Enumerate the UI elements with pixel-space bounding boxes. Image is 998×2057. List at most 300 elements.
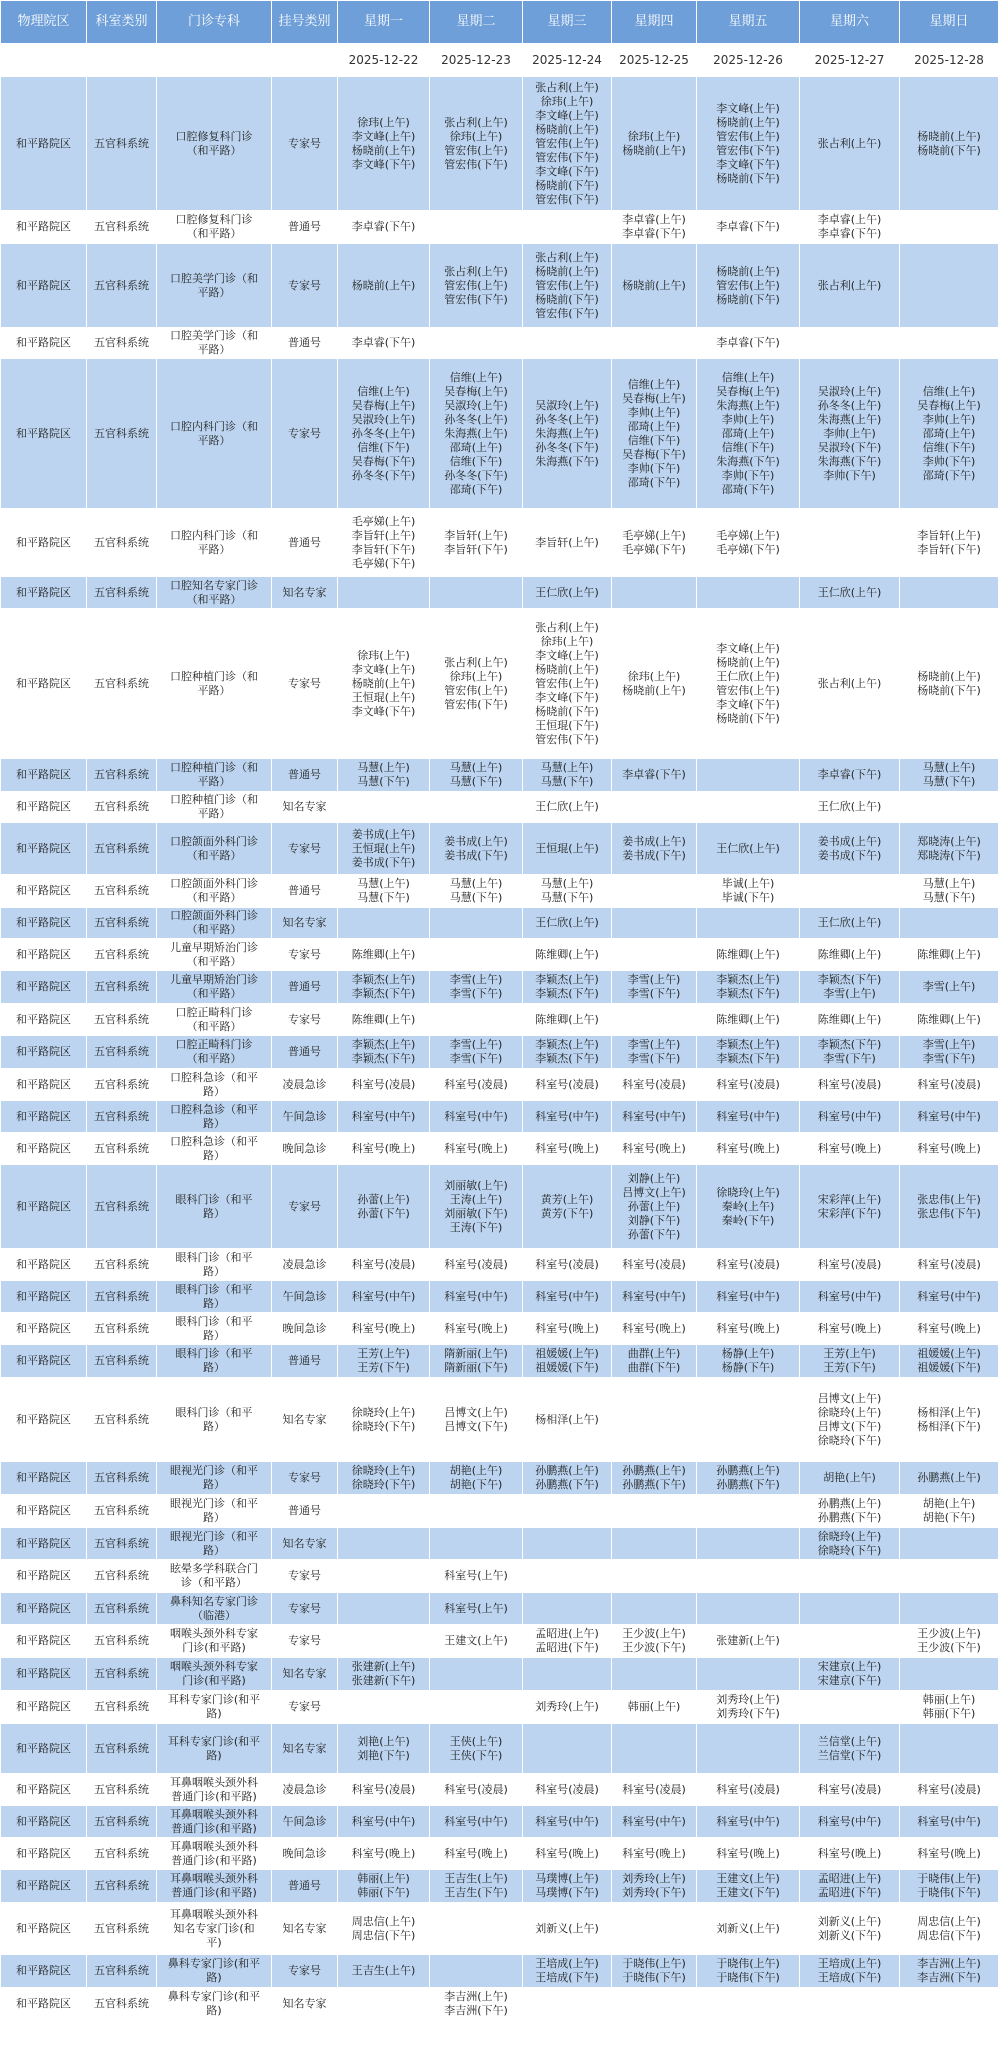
day-cell-monday [338,1870,430,1903]
department-line: 路） [203,1419,225,1433]
day-cell-tuesday [430,1378,523,1462]
day-cell-saturday [800,1528,900,1560]
table-row [1,759,998,792]
doctor-slot: 科室号(中午) [535,1289,599,1303]
day-cell-wednesday [523,1378,612,1462]
doctor-slot: 张占利(上午) [817,136,882,150]
doctor-slot: 杨晓前(上午) [622,278,686,292]
day-cell-wednesday [523,1004,612,1036]
doctor-slot: 韩丽(上午) [922,1693,976,1706]
doctor-slot: 科室号(凌晨) [917,1782,981,1796]
department-line: （和平路） [186,1052,242,1065]
day-cell-monday [338,1724,430,1774]
doctor-slot: 孙鹏燕(上午) [716,1464,780,1477]
col-header-thursday: 星期四 [612,1,697,44]
category-cell: 五官科系统 [87,1101,157,1133]
day-cell-monday [338,1838,430,1870]
doctor-slot: 科室号(晚上) [622,1321,686,1335]
category-cell: 五官科系统 [87,328,157,359]
day-cell-sunday [900,1625,998,1658]
day-cell-sunday [900,1806,998,1838]
doctor-slot: 马璞博(上午) [535,1872,599,1885]
type-cell: 专家号 [272,823,338,875]
day-cell-saturday [800,1378,900,1462]
doctor-slot: 李颖杰(下午) [535,1052,599,1065]
day-cell-monday [338,609,430,759]
doctor-slot: 杨晓前(上午) [351,278,416,292]
doctor-slot: 科室号(晚上) [716,1321,780,1335]
doctor-slot: 秦岭(上午) [721,1199,775,1213]
day-cell-wednesday [523,939,612,971]
doctor-slot: 科室号(晚上) [351,1846,416,1860]
department-line: 平路） [197,807,231,820]
campus-cell: 和平路院区 [1,1528,87,1560]
doctor-slot: 王仁欣(上午) [817,585,882,599]
department-line: （和平路） [186,848,242,862]
day-cell-tuesday [430,1870,523,1903]
table-row [1,875,998,908]
doctor-slot: 科室号(中午) [622,1814,686,1828]
day-cell-tuesday [430,1625,523,1658]
day-cell-thursday [612,759,697,792]
day-cell-sunday [900,328,998,359]
doctor-slot: 科室号(中午) [351,1289,416,1303]
doctor-slot: 徐晓玲(上午) [351,1405,416,1419]
day-cell-tuesday [430,1101,523,1133]
day-cell-saturday [800,1313,900,1345]
department-line: 儿童早期矫治门诊 [170,973,258,986]
table-row [1,577,998,609]
day-cell-sunday [900,77,998,211]
day-cell-monday [338,1378,430,1462]
table-row [1,1903,998,1955]
day-cell-thursday [612,1069,697,1101]
doctor-slot: 刘丽敏(下午) [444,1206,508,1220]
category-cell: 五官科系统 [87,359,157,509]
day-cell-saturday [800,1069,900,1101]
table-row [1,1069,998,1101]
day-cell-friday [697,1625,800,1658]
doctor-slot: 孙冬冬(上午) [351,426,416,440]
doctor-slot: 科室号(上午) [444,1601,508,1615]
day-cell-thursday [612,359,697,509]
doctor-slot: 孟昭进(下午) [535,1641,599,1654]
day-cell-sunday [900,1313,998,1345]
day-cell-saturday [800,1724,900,1774]
day-cell-friday [697,77,800,211]
day-cell-wednesday [523,1625,612,1658]
type-cell: 知名专家 [272,908,338,939]
campus-cell: 和平路院区 [1,1165,87,1249]
table-row [1,1955,998,1988]
doctor-slot: 管宏伟(上午) [716,129,780,143]
day-cell-wednesday [523,792,612,823]
category-cell: 五官科系统 [87,1806,157,1838]
department-line: 口腔科急诊（和平 [170,1134,258,1148]
department-line: （和平路） [186,143,242,157]
department-line: 门诊(和平路) [182,1641,246,1654]
table-row [1,792,998,823]
doctor-slot: 周忠信(上午) [917,1914,981,1928]
doctor-slot: 王仁欣(上午) [535,916,599,929]
doctor-slot: 王吉生(上午) [351,1964,416,1977]
date-monday: 2025-12-22 [338,44,430,77]
doctor-slot: 邵琦(下午) [627,475,681,489]
doctor-slot: 李文峰(上午) [535,108,599,122]
col-header-category: 科室类别 [87,1,157,44]
department-line: 路） [203,1264,225,1278]
doctor-slot: 吴春梅(上午) [716,384,780,398]
doctor-slot: 胡艳(上午) [922,1497,976,1510]
doctor-slot: 祖媛媛(上午) [535,1347,599,1360]
category-cell: 五官科系统 [87,211,157,244]
date-sunday: 2025-12-28 [900,44,998,77]
department-cell [157,1625,272,1658]
doctor-slot: 科室号(晚上) [917,1846,981,1860]
doctor-slot: 王建文(下午) [716,1886,780,1899]
day-cell-saturday [800,1593,900,1625]
department-line: 咽喉头颈外科专家 [170,1627,258,1640]
day-cell-monday [338,759,430,792]
doctor-slot: 管宏伟(下午) [716,143,780,157]
department-cell [157,1955,272,1988]
doctor-slot: 韩丽(下午) [922,1707,976,1720]
doctor-slot: 李雪(下午) [449,1052,503,1065]
doctor-slot: 于晓伟(下午) [917,1886,981,1899]
table-row [1,939,998,971]
day-cell-monday [338,1313,430,1345]
department-line: 平路） [197,775,231,788]
doctor-slot: 于晓伟(上午) [716,1957,780,1970]
day-cell-sunday [900,1462,998,1495]
day-cell-wednesday [523,1724,612,1774]
category-cell: 五官科系统 [87,823,157,875]
doctor-slot: 李雪(上午) [627,973,681,986]
day-cell-monday [338,1955,430,1988]
day-cell-thursday [612,77,697,211]
doctor-slot: 马慧(上午) [449,877,503,890]
day-cell-friday [697,908,800,939]
doctor-slot: 科室号(中午) [817,1289,882,1303]
department-line: 路） [203,1084,225,1098]
department-line: 鼻科专家门诊(和平 [167,1990,261,2003]
doctor-slot: 张占利(上午) [444,264,508,278]
doctor-slot: 科室号(晚上) [535,1846,599,1860]
day-cell-thursday [612,1101,697,1133]
day-cell-thursday [612,1378,697,1462]
doctor-slot: 张忠伟(下午) [917,1206,981,1220]
department-line: 口腔内科门诊（和 [170,419,258,433]
day-cell-friday [697,1004,800,1036]
doctor-slot: 陈维卿(上午) [535,947,599,961]
doctor-slot: 吴春梅(上午) [622,391,686,405]
doctor-slot: 吕博文(下午) [817,1419,882,1433]
day-cell-monday [338,908,430,939]
table-row [1,1249,998,1281]
doctor-slot: 王建文(上午) [444,1634,508,1647]
category-cell: 五官科系统 [87,1378,157,1462]
day-cell-thursday [612,1345,697,1378]
day-cell-monday [338,1560,430,1593]
doctor-slot: 毛亭娣(上午) [716,528,780,542]
doctor-slot: 科室号(凌晨) [716,1257,780,1271]
doctor-slot: 杨晓前(上午) [917,129,981,143]
doctor-slot: 王吉生(下午) [444,1886,508,1899]
doctor-slot: 李文峰(下午) [535,690,599,704]
day-cell-tuesday [430,759,523,792]
day-cell-monday [338,875,430,908]
date-cell-empty [87,44,157,77]
department-line: 口腔知名专家门诊 [170,578,258,592]
day-cell-wednesday [523,971,612,1004]
doctor-slot: 信维(下午) [357,440,410,454]
type-cell: 知名专家 [272,1658,338,1691]
table-row [1,908,998,939]
day-cell-monday [338,823,430,875]
doctor-slot: 科室号(中午) [817,1814,882,1828]
doctor-slot: 杨晓前(下午) [535,704,599,718]
doctor-slot: 王吉生(上午) [444,1872,508,1885]
doctor-slot: 朱海燕(上午) [535,426,599,440]
day-cell-tuesday [430,1593,523,1625]
doctor-slot: 李文峰(上午) [535,648,599,662]
day-cell-thursday [612,971,697,1004]
doctor-slot: 马慧(下午) [922,775,976,788]
doctor-slot: 科室号(凌晨) [622,1257,686,1271]
day-cell-saturday [800,1462,900,1495]
category-cell: 五官科系统 [87,1593,157,1625]
doctor-slot: 马慧(上午) [540,761,594,774]
doctor-slot: 科室号(凌晨) [444,1782,508,1796]
day-cell-sunday [900,792,998,823]
doctor-slot: 李帅(上午) [922,412,976,426]
department-cell [157,77,272,211]
doctor-slot: 姜书成(下午) [351,855,416,869]
campus-cell: 和平路院区 [1,244,87,328]
department-cell [157,1724,272,1774]
doctor-slot: 邵琦(上午) [627,419,681,433]
department-line: 路） [203,1361,225,1374]
department-cell [157,823,272,875]
campus-cell: 和平路院区 [1,1133,87,1165]
day-cell-friday [697,1528,800,1560]
type-cell: 午间急诊 [272,1281,338,1313]
type-cell: 凌晨急诊 [272,1069,338,1101]
type-cell: 专家号 [272,1691,338,1724]
doctor-slot: 管宏伟(下午) [444,292,508,306]
doctor-slot: 科室号(凌晨) [535,1782,599,1796]
day-cell-wednesday [523,577,612,609]
doctor-slot: 周忠信(上午) [351,1914,416,1928]
table-row [1,1774,998,1806]
doctor-slot: 徐晓玲(上午) [351,1464,416,1477]
day-cell-saturday [800,1281,900,1313]
day-cell-saturday [800,1625,900,1658]
day-cell-thursday [612,792,697,823]
day-cell-monday [338,1036,430,1069]
day-cell-wednesday [523,509,612,577]
day-cell-thursday [612,1838,697,1870]
department-line: 口腔科急诊（和平 [170,1070,258,1084]
col-header-saturday: 星期六 [800,1,900,44]
type-cell: 晚间急诊 [272,1133,338,1165]
doctor-slot: 杨静(下午) [721,1361,775,1374]
doctor-slot: 刘新义(下午) [817,1928,882,1942]
doctor-slot: 邵琦(上午) [449,440,503,454]
category-cell: 五官科系统 [87,1988,157,2021]
doctor-slot: 管宏伟(上午) [444,683,508,697]
doctor-slot: 于晓伟(下午) [622,1971,686,1984]
doctor-slot: 隋新丽(上午) [444,1347,508,1360]
campus-cell: 和平路院区 [1,1560,87,1593]
day-cell-thursday [612,1806,697,1838]
type-cell: 知名专家 [272,1903,338,1955]
type-cell: 专家号 [272,244,338,328]
table-row [1,1838,998,1870]
category-cell: 五官科系统 [87,1004,157,1036]
doctor-slot: 郑晓涛(下午) [917,848,981,862]
table-row [1,1036,998,1069]
day-cell-thursday [612,244,697,328]
doctor-slot: 朱海燕(上午) [716,398,780,412]
doctor-slot: 李雪(上午) [449,973,503,986]
day-cell-wednesday [523,1806,612,1838]
department-line: 眼科门诊（和平 [175,1405,253,1419]
day-cell-wednesday [523,1069,612,1101]
date-thursday: 2025-12-25 [612,44,697,77]
day-cell-thursday [612,1004,697,1036]
doctor-slot: 管宏伟(下午) [444,697,508,711]
doctor-slot: 于晓伟(上午) [622,1957,686,1970]
doctor-slot: 韩丽(上午) [357,1872,410,1885]
campus-cell: 和平路院区 [1,1774,87,1806]
doctor-slot: 李卓睿(下午) [716,336,780,349]
doctor-slot: 李颖杰(下午) [817,1038,882,1051]
day-cell-friday [697,211,800,244]
col-header-friday: 星期五 [697,1,800,44]
day-cell-sunday [900,1724,998,1774]
doctor-slot: 周忠信(下午) [351,1928,416,1942]
doctor-slot: 孙蕾(上午) [357,1192,410,1206]
type-cell: 知名专家 [272,577,338,609]
day-cell-thursday [612,1560,697,1593]
doctor-slot: 胡艳(下午) [449,1478,503,1491]
doctor-slot: 徐晓玲(下午) [351,1478,416,1491]
department-line: 口腔种植门诊（和 [170,793,258,806]
day-cell-friday [697,1313,800,1345]
doctor-slot: 李卓睿(上午) [622,213,686,226]
doctor-slot: 张建新(上午) [716,1634,780,1647]
doctor-slot: 李卓睿(上午) [817,213,882,226]
category-cell: 五官科系统 [87,77,157,211]
type-cell: 专家号 [272,1625,338,1658]
doctor-slot: 徐晓玲(下午) [817,1543,882,1557]
campus-cell: 和平路院区 [1,1988,87,2021]
doctor-slot: 科室号(晚上) [444,1321,508,1335]
doctor-slot: 李卓睿(下午) [622,227,686,240]
department-cell [157,1345,272,1378]
doctor-slot: 徐晓玲(下午) [817,1433,882,1447]
doctor-slot: 管宏伟(下午) [444,157,508,171]
department-line: 口腔美学门诊（和 [170,271,258,285]
day-cell-wednesday [523,1838,612,1870]
doctor-slot: 孙鹏燕(下午) [716,1478,780,1491]
day-cell-tuesday [430,1281,523,1313]
doctor-slot: 毛亭娣(下午) [351,556,416,570]
doctor-slot: 科室号(凌晨) [622,1782,686,1796]
doctor-slot: 王少波(下午) [917,1641,981,1654]
department-line: 诊（和平路） [181,1576,247,1589]
day-cell-wednesday [523,244,612,328]
doctor-slot: 陈维卿(上午) [716,1012,780,1026]
category-cell: 五官科系统 [87,1528,157,1560]
day-cell-thursday [612,1313,697,1345]
doctor-slot: 马慧(下午) [449,891,503,904]
doctor-slot: 杨晓前(上午) [716,115,780,129]
department-cell [157,1806,272,1838]
day-cell-sunday [900,211,998,244]
day-cell-sunday [900,1903,998,1955]
doctor-slot: 孙鹏燕(上午) [817,1497,882,1510]
doctor-slot: 马慧(上午) [357,761,410,774]
day-cell-tuesday [430,971,523,1004]
day-cell-saturday [800,792,900,823]
doctor-slot: 马慧(下午) [357,891,410,904]
department-cell [157,1870,272,1903]
doctor-slot: 杨晓前(下午) [917,683,981,697]
doctor-slot: 张忠伟(上午) [917,1192,981,1206]
department-line: 路) [206,1971,222,1984]
doctor-slot: 李旨轩(下午) [444,542,508,556]
doctor-slot: 刘新义(上午) [817,1914,882,1928]
day-cell-wednesday [523,328,612,359]
doctor-slot: 信维(上午) [627,377,681,391]
day-cell-saturday [800,1870,900,1903]
campus-cell: 和平路院区 [1,1378,87,1462]
doctor-slot: 吴淑玲(上午) [351,412,416,426]
doctor-slot: 黄芳(下午) [540,1206,594,1220]
campus-cell: 和平路院区 [1,1870,87,1903]
day-cell-tuesday [430,875,523,908]
doctor-slot: 李卓睿(下午) [622,768,686,781]
day-cell-tuesday [430,1691,523,1724]
doctor-slot: 李卓睿(下午) [817,768,882,781]
department-cell [157,1281,272,1313]
day-cell-friday [697,328,800,359]
department-line: 平路） [197,285,231,299]
campus-cell: 和平路院区 [1,609,87,759]
doctor-slot: 李帅(上午) [721,412,775,426]
department-cell [157,1069,272,1101]
doctor-slot: 李颖杰(下午) [817,973,882,986]
day-cell-tuesday [430,1495,523,1528]
department-line: 眼科门诊（和平 [175,1282,253,1296]
day-cell-saturday [800,1101,900,1133]
type-cell: 专家号 [272,609,338,759]
doctor-slot: 陈维卿(上午) [817,947,882,961]
table-row [1,1988,998,2021]
doctor-slot: 张占利(上午) [817,278,882,292]
day-cell-wednesday [523,609,612,759]
department-line: 路） [203,1543,225,1557]
date-wednesday: 2025-12-24 [523,44,612,77]
doctor-slot: 曲群(下午) [627,1361,681,1374]
category-cell: 五官科系统 [87,971,157,1004]
campus-cell: 和平路院区 [1,77,87,211]
department-line: 儿童早期矫治门诊 [170,940,258,954]
department-line: 耳鼻咽喉头颈外科 [170,1807,258,1821]
doctor-slot: 杨晓前(上午) [351,143,416,157]
